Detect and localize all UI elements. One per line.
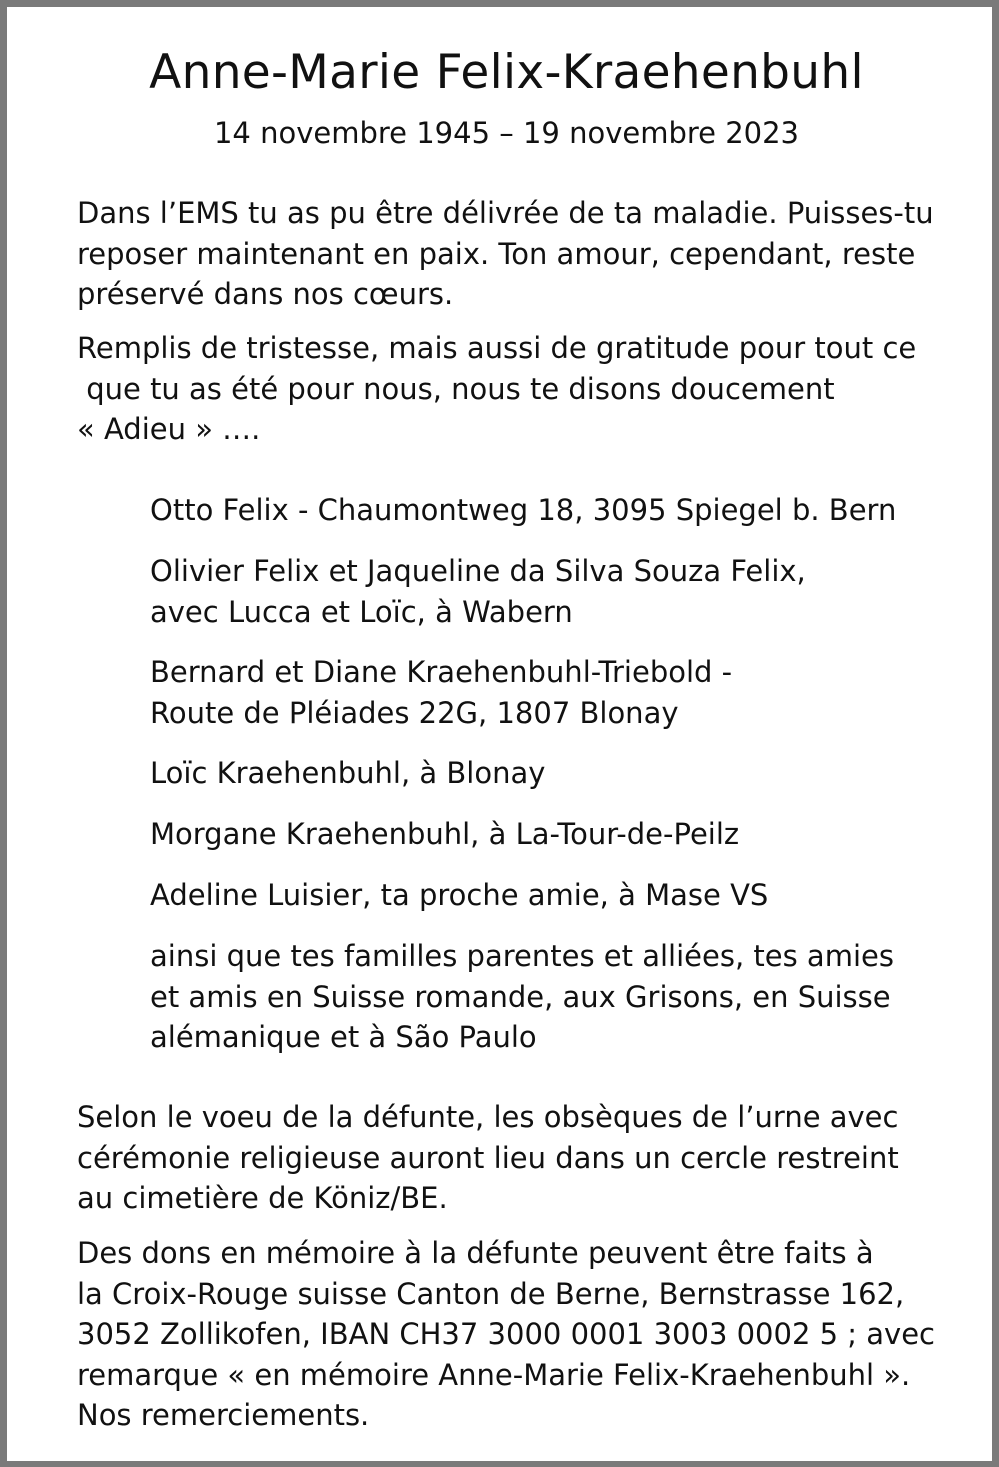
text-line: Dans l’EMS tu as pu être délivrée de ta maladie. Puisses-tu — [77, 196, 934, 230]
text-line: au cimetière de Köniz/BE. — [77, 1181, 448, 1215]
text-line: la Croix-Rouge suisse Canton de Berne, Bernstrasse 162, — [77, 1276, 905, 1311]
text-line: Des dons en mémoire à la défunte peuvent être faits à — [77, 1236, 874, 1270]
text-line: Loïc Kraehenbuhl, à Blonay — [150, 756, 546, 790]
text-line: que tu as été pour nous, nous te disons doucement — [77, 371, 835, 406]
family-entry — [150, 652, 980, 733]
text-line: Morgane Kraehenbuhl, à La-Tour-de-Peilz — [150, 817, 740, 851]
donation-paragraph — [77, 1233, 977, 1436]
text-line: Otto Felix - Chaumontweg 18, 3095 Spiegel b. Bern — [150, 493, 897, 527]
text-line: Route de Pléiades 22G, 1807 Blonay — [150, 695, 679, 730]
text-line: Nos remerciements. — [77, 1398, 370, 1432]
text-line: avec Lucca et Loïc, à Wabern — [150, 594, 573, 629]
text-line: préservé dans nos cœurs. — [77, 277, 454, 311]
text-line: Remplis de tristesse, mais aussi de gratitude pour tout ce — [77, 331, 917, 365]
text-line: Selon le voeu de la défunte, les obsèques de l’urne avec — [77, 1100, 899, 1134]
text-line: ainsi que tes familles parentes et alliées, tes amies — [150, 939, 894, 973]
family-entry — [150, 490, 980, 531]
text-line: cérémonie religieuse auront lieu dans un cercle restreint — [77, 1140, 899, 1175]
text-line: Adeline Luisier, ta proche amie, à Mase VS — [150, 878, 769, 912]
family-entry — [150, 936, 980, 1058]
intro-paragraph — [77, 328, 977, 450]
text-line: « Adieu » …. — [77, 412, 261, 446]
text-line: et amis en Suisse romande, aux Grisons, en Suisse — [150, 979, 891, 1014]
intro-paragraph — [77, 193, 977, 315]
family-entry — [150, 551, 980, 632]
family-entry — [150, 875, 980, 916]
funeral-paragraph — [77, 1097, 977, 1219]
text-line: Bernard et Diane Kraehenbuhl-Triebold - — [150, 655, 733, 689]
text-line: reposer maintenant en paix. Ton amour, cependant, reste — [77, 236, 916, 271]
deceased-name: Anne-Marie Felix-Kraehenbuhl — [149, 45, 864, 100]
life-dates: 14 novembre 1945 – 19 novembre 2023 — [213, 116, 800, 150]
family-entry — [150, 814, 980, 855]
text-line: alémanique et à São Paulo — [150, 1020, 537, 1054]
text-line: remarque « en mémoire Anne-Marie Felix-Kraehenbuhl ». — [77, 1357, 911, 1392]
text-line: Olivier Felix et Jaqueline da Silva Souza Felix, — [150, 554, 806, 588]
text-line: 3052 Zollikofen, IBAN CH37 3000 0001 3003 0002 5 ; avec — [77, 1317, 936, 1351]
family-entry — [150, 753, 980, 794]
